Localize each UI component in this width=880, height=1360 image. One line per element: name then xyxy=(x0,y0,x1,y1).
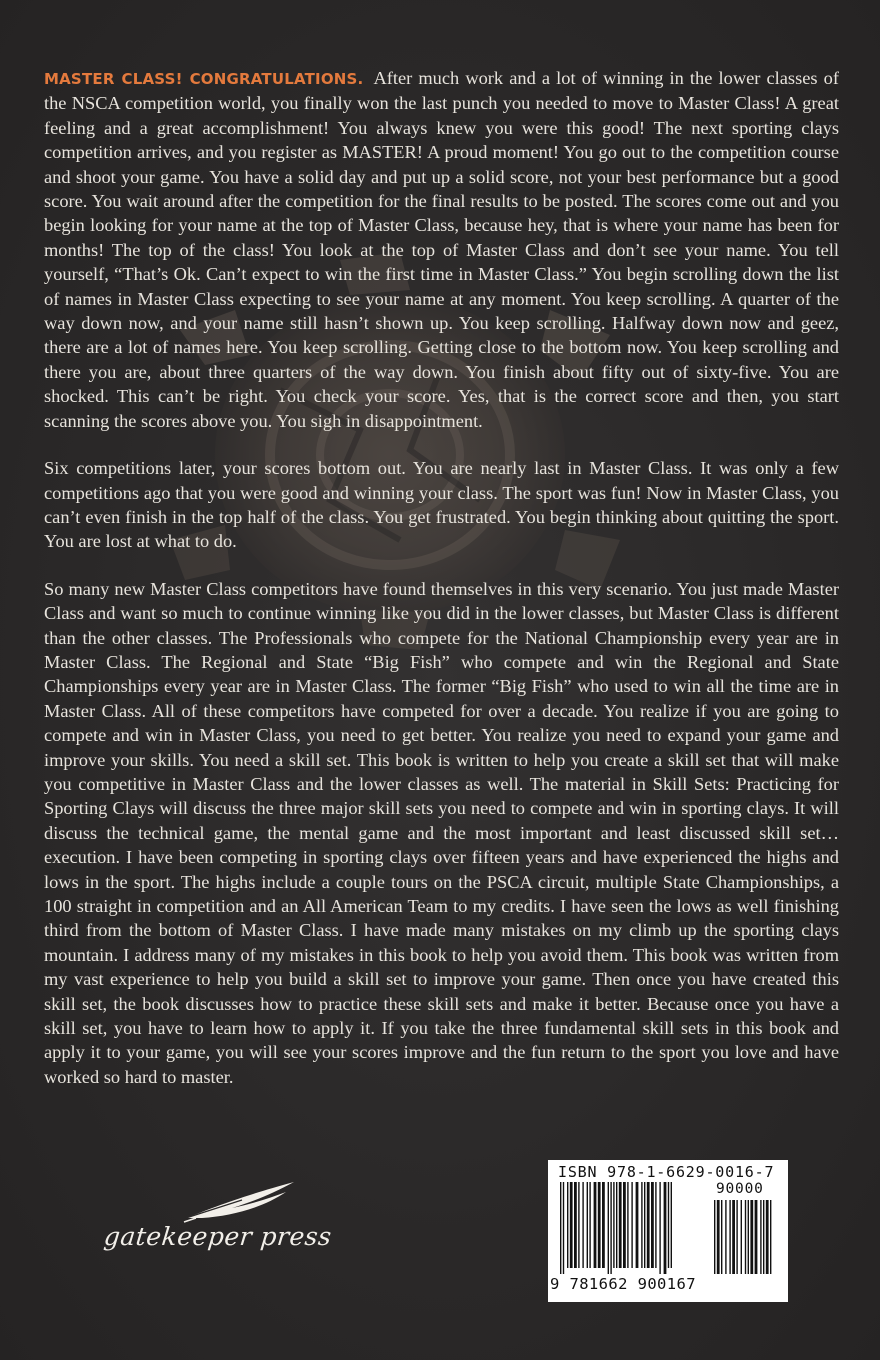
isbn-text: ISBN 978-1-6629-0016-7 xyxy=(558,1163,775,1181)
barcode-bar xyxy=(641,1182,642,1268)
barcode-bar xyxy=(736,1200,737,1274)
barcode-bar xyxy=(714,1200,715,1274)
quill-icon xyxy=(182,1178,302,1228)
barcode-bar xyxy=(655,1182,656,1268)
barcode-bar xyxy=(627,1182,628,1268)
barcode-bar xyxy=(578,1182,579,1268)
barcode-bar xyxy=(725,1200,726,1274)
ean-bars xyxy=(560,1182,706,1276)
paragraph-3: So many new Master Class competitors have found themselves in this very scenario. You just made Master Class and want so much to continue winning like you did in the lower classes, but Master Class is different than the other classes. The Professionals who compete for the National Championship every year are in Master Class. The Regional and State “Big Fish” who compete and win the Regional and State Championships every year are in Master Class. The former “Big Fish” who used to win all the time are in Master Class. All of these competitors have competed for over a decade. You realize if you are going to compete and win in Master Class, you need to get better. You realize you need to expand your game and improve your skills. You need a skill set. This book is written to help you create a skill set that will make you competitive in Master Class and the lower classes as well. The material in Skill Sets: Practicing for Sporting Clays will discuss the three major skill sets you need to compete and win in sporting clays. It will discuss the technical game, the mental game and the most important and least discussed skill set…execution. I have been competing in sporting clays over fifteen years and have experienced the highs and lows in the sport. The highs include a couple tours on the PSCA circuit, multiple State Championships, a 100 straight in competition and an All American Team to my credits. I have seen the lows as well finishing third from the bottom of Master Class. I have made many mistakes on my climb up the sporting clays mountain. I address many of my mistakes in this book to help you avoid them. This book was written from my vast experience to help you build a skill set to improve your game. Then once you have created this skill set, the book discusses how to practice these skill sets and make it better. Because once you have a skill set, you have to learn how to apply it. If you take the three fundamental skill sets in this book and apply it to your game, you will see your scores improve and the fun return to the sport you love and have worked so hard to master. xyxy=(44,578,839,1087)
price-code: 90000 xyxy=(716,1181,764,1197)
ean-digits: 9 781662 900167 xyxy=(550,1275,696,1293)
barcode-bar xyxy=(602,1182,605,1268)
barcode-bar xyxy=(644,1182,645,1268)
barcode-bar xyxy=(613,1182,614,1268)
lead-heading: MASTER CLASS! CONGRATULATIONS. xyxy=(44,70,364,88)
barcode-bar xyxy=(582,1182,583,1268)
barcode-bar xyxy=(668,1182,669,1268)
barcode-bar xyxy=(563,1182,564,1274)
barcode-bar xyxy=(766,1200,769,1274)
barcode-bar xyxy=(770,1200,771,1274)
barcode-bar xyxy=(636,1182,639,1268)
barcode-bar xyxy=(659,1182,660,1274)
barcode-bar xyxy=(748,1200,749,1274)
barcode-bar xyxy=(619,1182,622,1268)
paragraph-1-body: After much work and a lot of winning in the lower classes of the NSCA competition world, you finally won the last punch you needed to move to Master Class! A great feeling and a great accomplishment! You always knew you were this good! The next sporting clays competition arrives, and you register as MASTER! A proud moment! You go out to the competition course and shoot your game. You have a solid day and put up a solid score, not your best performance but a good score. You wait around after the competition for the final results to be posted. The scores come out and you begin looking for your name at the top of Master Class, because hey, that is where your name has been for months! The top of the class! You look at the top of Master Class and don’t see your name. You tell yourself, “That’s Ok. Can’t expect to win the first time in Master Class.” You begin scrolling down the list of names in Master Class expecting to see your name at any moment. You keep scrolling. A quarter of the way down now, and your name still hasn’t shown up. You keep scrolling. Halfway down now and geez, there are a lot of names here. You keep scrolling. Getting close to the bottom now. You keep scrolling and there you are, about three quarters of the way down. You finish about fifty out of sixty-five. You are shocked. This can’t be right. You check your score. Yes, that is the correct score and then, you start scanning the scores above you. You sigh in disappointment. xyxy=(44,68,839,431)
barcode-bar xyxy=(610,1182,611,1274)
barcode-bar xyxy=(560,1182,561,1274)
barcode-bar xyxy=(664,1182,667,1274)
barcode-bar xyxy=(598,1182,601,1268)
barcode-bar xyxy=(763,1200,764,1274)
barcode-bar xyxy=(647,1182,650,1268)
barcode-bar xyxy=(750,1200,753,1274)
barcode-bar xyxy=(717,1200,720,1274)
barcode-bar xyxy=(570,1182,573,1268)
barcode-bar xyxy=(594,1182,597,1268)
barcode-bar xyxy=(616,1182,617,1268)
barcode-bar xyxy=(741,1200,742,1274)
publisher-name: gatekeeper press xyxy=(102,1222,334,1251)
barcode-bar xyxy=(732,1200,735,1274)
barcode-bar xyxy=(587,1182,588,1268)
barcode-bar xyxy=(745,1200,746,1274)
barcode-bar xyxy=(755,1200,758,1274)
paragraph-2: Six competitions later, your scores bottom out. You are nearly last in Master Class. It was only a few competitions ago that you were good and winning your class. The sport was fun! Now in Master Class, you can’t even finish in the top half of the class. You get frustrated. You begin thinking about quitting the sport. You are lost at what to do. xyxy=(44,458,839,552)
barcode-bar xyxy=(721,1200,722,1274)
barcode-bar xyxy=(760,1200,761,1274)
isbn-barcode xyxy=(548,1160,788,1302)
barcode-bar xyxy=(623,1182,626,1268)
paragraph-1 xyxy=(44,66,839,433)
addon-bars xyxy=(714,1200,780,1276)
barcode-bar xyxy=(574,1182,577,1268)
barcode-bar xyxy=(729,1200,730,1274)
barcode-bar xyxy=(671,1182,672,1268)
barcode-bar xyxy=(589,1182,590,1268)
barcode-bar xyxy=(631,1182,632,1268)
barcode-bar xyxy=(651,1182,654,1268)
barcode-bar xyxy=(567,1182,568,1268)
back-cover-copy xyxy=(44,66,839,1112)
barcode-bar xyxy=(608,1182,609,1274)
